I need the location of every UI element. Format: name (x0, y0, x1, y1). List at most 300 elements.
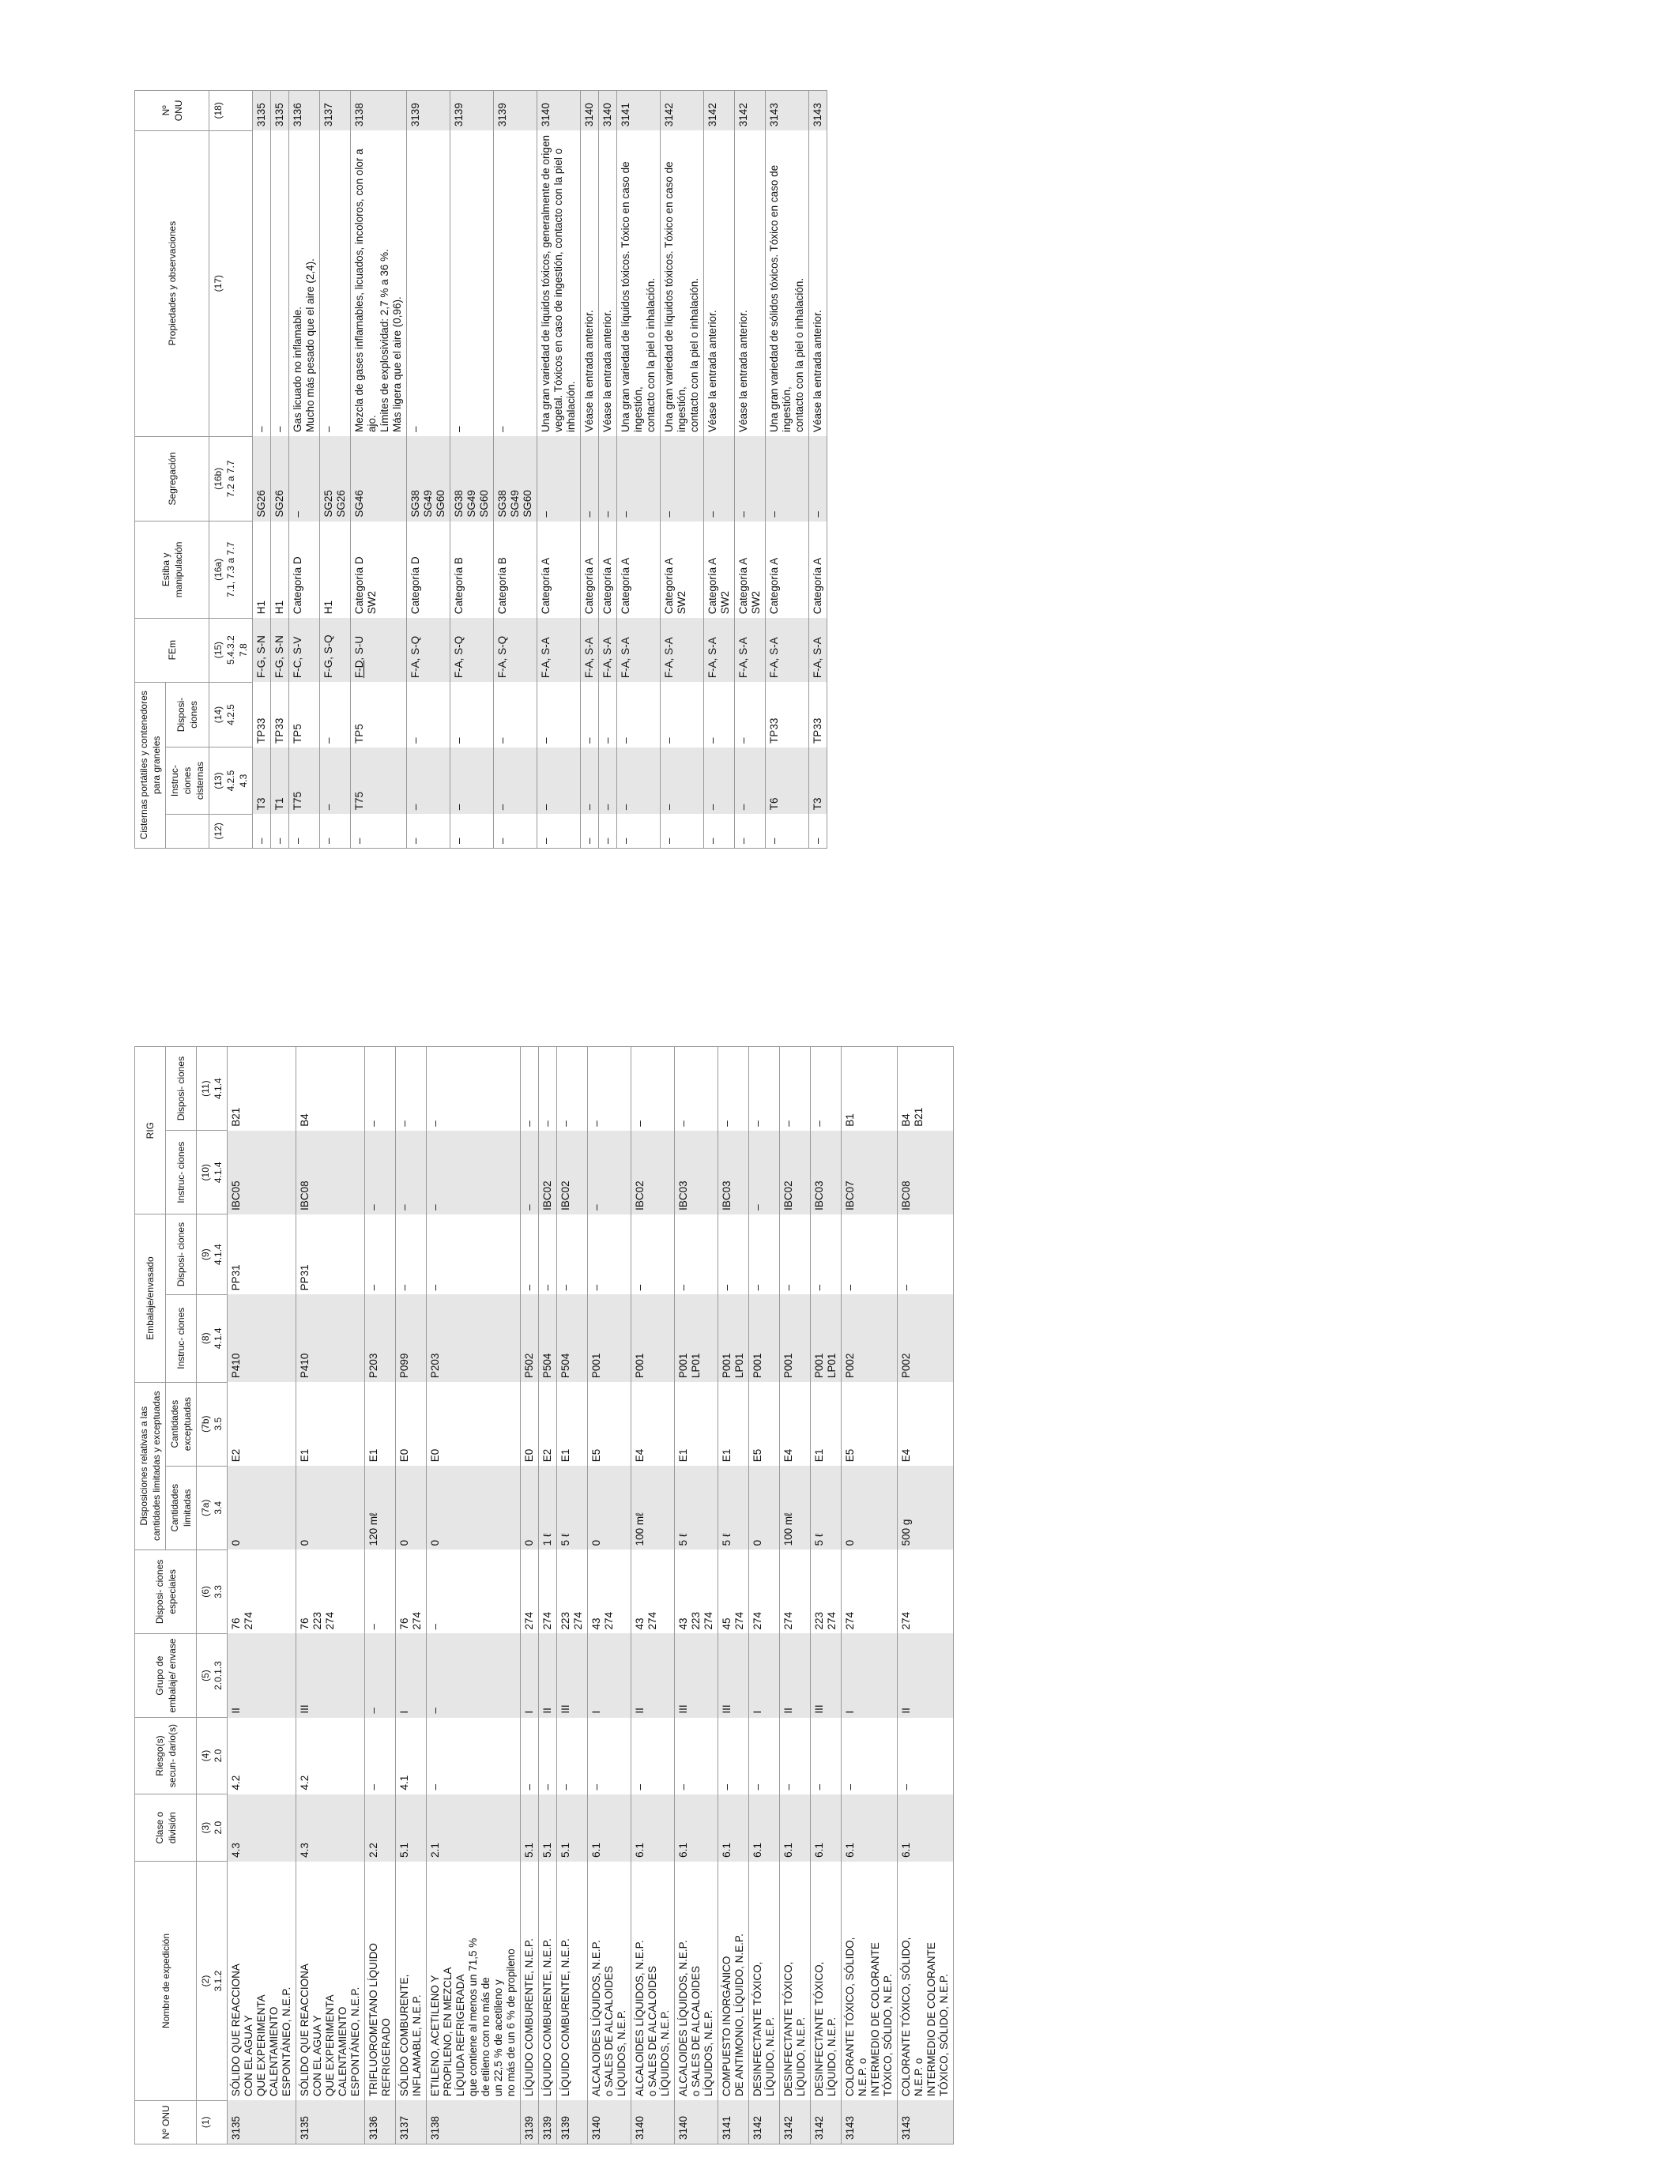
cell-packing-provision: – (675, 1214, 718, 1295)
cell-tank-provision: – (617, 682, 661, 747)
cell-limited-quantity: 5 ℓ (557, 1466, 588, 1550)
cell-stowage: Categoría A (766, 522, 809, 619)
header-properties: Propiedades y observaciones (135, 130, 209, 436)
cell-packing-group: I (521, 1633, 539, 1717)
cell-ibc-instruction: IBC02 (631, 1131, 675, 1214)
cell-segregation: SG26 (271, 436, 289, 522)
cell-un-number: 3140 (631, 2100, 675, 2144)
cell-ems: F-A, S-Q (407, 618, 450, 682)
cell-ems: F-A, S-A (537, 618, 581, 682)
cell-subsidiary-risk: – (588, 1718, 631, 1794)
cell-ibc-instruction: IBC02 (539, 1131, 557, 1214)
table-row (766, 91, 809, 849)
cell-un-number: 3140 (581, 91, 599, 131)
cell-properties: – (407, 130, 450, 436)
table-row (253, 91, 271, 849)
cell-tank-instruction: – (494, 747, 537, 814)
header-ibc-provisions: Disposi- ciones (166, 1047, 197, 1131)
table-row (735, 91, 766, 849)
cell-ibc-instruction: IBC05 (228, 1131, 296, 1214)
cell-excepted-quantity: E0 (521, 1382, 539, 1466)
cell-subsidiary-risk: 4.1 (396, 1718, 427, 1794)
cell-class: 6.1 (811, 1794, 842, 1862)
cell-properties: – (253, 130, 271, 436)
cell-segregation: – (599, 436, 617, 522)
cell-un-number: 3135 (228, 2100, 296, 2144)
cell-shipping-name: LÍQUIDO COMBURENTE, N.E.P. (557, 1862, 588, 2100)
table-row (898, 1047, 954, 2144)
cell-un-number: 3140 (537, 91, 581, 131)
header-ems: FEm (135, 618, 209, 682)
cell-properties: Una gran variedad de líquidos tóxicos. Tóxico en caso de ingestión, contacto con la piel o inhalación. (617, 130, 661, 436)
cell-packing-provision: – (631, 1214, 675, 1295)
column-number: (7a) 3.4 (197, 1466, 228, 1550)
cell-limited-quantity: 0 (842, 1466, 898, 1550)
cell-ibc-provision: – (675, 1047, 718, 1131)
cell-shipping-name: ETILENO, ACETILENO Y PROPILENO, EN MEZCLA LÍQUIDA REFRIGERADA que contiene al menos un 71,5 % de etileno con no más de un 22,5 % de acetileno y no más de un 6 % de propileno (427, 1862, 521, 2100)
cell-ibc-provision: B21 (228, 1047, 296, 1131)
cell-stowage: Categoría A (581, 522, 599, 619)
cell-tank-instruction: – (617, 747, 661, 814)
cell-un-number: 3139 (557, 2100, 588, 2144)
cell-packing-instruction: P002 (842, 1294, 898, 1382)
cell-ems: F-A, S-A (766, 618, 809, 682)
cell-limited-quantity: 0 (396, 1466, 427, 1550)
header-portable-tanks: Cisternas portátiles y contenedores para graneles (135, 682, 166, 848)
cell-ibc-provision: B4 (296, 1047, 365, 1131)
cell-tank-instruction: – (407, 747, 450, 814)
cell-ibc-provision: B1 (842, 1047, 898, 1131)
table-row (271, 91, 289, 849)
cell-tank-provision: – (599, 682, 617, 747)
cell-col12: – (617, 814, 661, 848)
cell-subsidiary-risk: – (811, 1718, 842, 1794)
cell-un-number: 3142 (735, 91, 766, 131)
cell-ibc-provision: – (811, 1047, 842, 1131)
cell-subsidiary-risk: – (780, 1718, 811, 1794)
cell-properties: Véase la entrada anterior. (809, 130, 827, 436)
cell-properties: Mezcla de gases inflamables, licuados, incoloros, con olor a ajo. Límites de explosividad: 2,7 % a 36 %. Más ligera que el aire (0,96). (351, 130, 407, 436)
cell-ibc-provision: – (749, 1047, 780, 1131)
cell-ibc-provision: – (396, 1047, 427, 1131)
header-pack-instructions: Instruc- ciones (166, 1294, 197, 1382)
cell-excepted-quantity: E4 (780, 1382, 811, 1466)
cell-stowage: Categoría D SW2 (351, 522, 407, 619)
cell-packing-provision: – (521, 1214, 539, 1295)
cell-segregation: – (581, 436, 599, 522)
cell-tank-provision: – (494, 682, 537, 747)
cell-packing-instruction: P001 (780, 1294, 811, 1382)
cell-ems: F-D, S-U (351, 618, 407, 682)
cell-col12: – (766, 814, 809, 848)
cell-subsidiary-risk: – (521, 1718, 539, 1794)
cell-shipping-name: DESINFECTANTE TÓXICO, LÍQUIDO, N.E.P. (749, 1862, 780, 2100)
header-limited-excepted: Disposiciones relativas a las cantidades limitadas y exceptuadas (135, 1382, 166, 1550)
cell-packing-provision: PP31 (228, 1214, 296, 1295)
cell-segregation: SG46 (351, 436, 407, 522)
cell-packing-group: III (718, 1633, 749, 1717)
cell-stowage: Categoría A (599, 522, 617, 619)
cell-shipping-name: COLORANTE TÓXICO, SÓLIDO, N.E.P. o INTERMEDIO DE COLORANTE TÓXICO, SÓLIDO, N.E.P. (842, 1862, 898, 2100)
cell-ems: F-A, S-A (661, 618, 704, 682)
cell-un-number: 3142 (704, 91, 735, 131)
cell-tank-instruction: T3 (809, 747, 827, 814)
cell-col12: – (537, 814, 581, 848)
header-packing-group: Grupo de embalaje/ envase (135, 1633, 197, 1717)
cell-properties: Véase la entrada anterior. (599, 130, 617, 436)
cell-subsidiary-risk: – (675, 1718, 718, 1794)
cell-subsidiary-risk: – (365, 1718, 396, 1794)
cell-special-provisions: 43 274 (631, 1550, 675, 1633)
cell-packing-instruction: P203 (427, 1294, 521, 1382)
cell-limited-quantity: 5 ℓ (718, 1466, 749, 1550)
cell-un-number: 3138 (427, 2100, 521, 2144)
cell-ibc-instruction: – (588, 1131, 631, 1214)
column-number: (4) 2.0 (197, 1718, 228, 1794)
cell-stowage: H1 (320, 522, 351, 619)
column-number: (17) (209, 130, 253, 436)
cell-tank-instruction: T6 (766, 747, 809, 814)
cell-segregation: – (617, 436, 661, 522)
cell-ems: F-G, S-N (253, 618, 271, 682)
column-number: (14) 4.2.5 (209, 682, 253, 747)
cell-excepted-quantity: E1 (365, 1382, 396, 1466)
cell-properties: – (320, 130, 351, 436)
cell-packing-group: I (588, 1633, 631, 1717)
cell-limited-quantity: 0 (427, 1466, 521, 1550)
table-row (661, 91, 704, 849)
cell-class: 6.1 (898, 1794, 954, 1862)
table-row (351, 91, 407, 849)
cell-tank-instruction: T75 (351, 747, 407, 814)
cell-class: 5.1 (521, 1794, 539, 1862)
cell-special-provisions: 274 (780, 1550, 811, 1633)
cell-packing-instruction: P001 LP01 (675, 1294, 718, 1382)
cell-properties: Gas licuado no inflamable. Mucho más pesado que el aire (2,4). (289, 130, 320, 436)
cell-tank-provision: – (735, 682, 766, 747)
cell-packing-provision: – (749, 1214, 780, 1295)
cell-special-provisions: 274 (842, 1550, 898, 1633)
cell-shipping-name: SÓLIDO COMBURENTE, INFLAMABLE, N.E.P. (396, 1862, 427, 2100)
cell-excepted-quantity: E1 (675, 1382, 718, 1466)
cell-shipping-name: TRIFLUOROMETANO LÍQUIDO REFRIGERADO (365, 1862, 396, 2100)
cell-class: 6.1 (749, 1794, 780, 1862)
cell-limited-quantity: 100 mℓ (631, 1466, 675, 1550)
cell-col12: – (289, 814, 320, 848)
column-number: (6) 3.3 (197, 1550, 228, 1633)
cell-special-provisions: 76 274 (228, 1550, 296, 1633)
header-excepted: Cantidades exceptuadas (166, 1382, 197, 1466)
column-number: (8) 4.1.4 (197, 1294, 228, 1382)
cell-special-provisions: 76 274 (396, 1550, 427, 1633)
cell-packing-instruction: P502 (521, 1294, 539, 1382)
header-packaging: Embalaje/envasado (135, 1214, 166, 1382)
cell-un-number: 3135 (253, 91, 271, 131)
header-tank-instructions: Instruc- ciones cisternas (166, 747, 209, 814)
cell-packing-provision: – (557, 1214, 588, 1295)
cell-limited-quantity: 0 (588, 1466, 631, 1550)
cell-special-provisions: 274 (749, 1550, 780, 1633)
cell-col12: – (271, 814, 289, 848)
cell-segregation: – (704, 436, 735, 522)
cell-un-number: 3142 (811, 2100, 842, 2144)
cell-tank-provision: – (661, 682, 704, 747)
cell-subsidiary-risk: – (718, 1718, 749, 1794)
cell-special-provisions: – (427, 1550, 521, 1633)
cell-excepted-quantity: E4 (631, 1382, 675, 1466)
cell-shipping-name: COMPUESTO INORGÁNICO DE ANTIMONIO, LÍQUIDO, N.E.P. (718, 1862, 749, 2100)
header-subrisk: Riesgo(s) secun- dario(s) (135, 1718, 197, 1794)
header-pack-provisions: Disposi- ciones (166, 1214, 197, 1295)
cell-stowage: Categoría A (809, 522, 827, 619)
cell-excepted-quantity: E5 (588, 1382, 631, 1466)
cell-un-number: 3140 (675, 2100, 718, 2144)
cell-tank-provision: – (407, 682, 450, 747)
cell-ibc-instruction: – (365, 1131, 396, 1214)
cell-packing-group: III (296, 1633, 365, 1717)
header-name: Nombre de expedición (135, 1862, 197, 2100)
cell-properties: – (450, 130, 494, 436)
cell-ems: F-A, S-A (704, 618, 735, 682)
cell-ibc-provision: – (365, 1047, 396, 1131)
cell-col12: – (320, 814, 351, 848)
cell-ibc-instruction: IBC03 (675, 1131, 718, 1214)
cell-packing-instruction: P001 LP01 (811, 1294, 842, 1382)
cell-un-number: 3143 (898, 2100, 954, 2144)
cell-shipping-name: LÍQUIDO COMBURENTE, N.E.P. (521, 1862, 539, 2100)
cell-packing-provision: – (427, 1214, 521, 1295)
cell-un-number: 3142 (661, 91, 704, 131)
cell-un-number: 3139 (521, 2100, 539, 2144)
table-row (588, 1047, 631, 2144)
cell-class: 4.3 (296, 1794, 365, 1862)
cell-properties: – (271, 130, 289, 436)
table-row (842, 1047, 898, 2144)
header-row (135, 91, 166, 849)
cell-packing-instruction: P001 (588, 1294, 631, 1382)
cell-stowage: Categoría D (289, 522, 320, 619)
cell-packing-provision: – (842, 1214, 898, 1295)
header-row (135, 1047, 166, 2144)
table-row (704, 91, 735, 849)
cell-un-number: 3143 (809, 91, 827, 131)
cell-packing-provision: – (365, 1214, 396, 1295)
cell-excepted-quantity: E1 (296, 1382, 365, 1466)
cell-segregation: – (809, 436, 827, 522)
cell-packing-provision: – (780, 1214, 811, 1295)
cell-shipping-name: DESINFECTANTE TÓXICO, LÍQUIDO, N.E.P. (780, 1862, 811, 2100)
table-row (749, 1047, 780, 2144)
cell-class: 6.1 (631, 1794, 675, 1862)
cell-excepted-quantity: E5 (842, 1382, 898, 1466)
cell-tank-instruction: – (661, 747, 704, 814)
cell-un-number: 3138 (351, 91, 407, 131)
cell-limited-quantity: 1 ℓ (539, 1466, 557, 1550)
cell-shipping-name: ALCALOIDES LÍQUIDOS, N.E.P. o SALES DE ALCALOIDES LÍQUIDOS, N.E.P. (631, 1862, 675, 2100)
cell-col12: – (809, 814, 827, 848)
cell-packing-group: I (842, 1633, 898, 1717)
cell-packing-provision: – (588, 1214, 631, 1295)
cell-packing-instruction: P410 (228, 1294, 296, 1382)
cell-excepted-quantity: E2 (228, 1382, 296, 1466)
cell-ibc-instruction: IBC03 (811, 1131, 842, 1214)
cell-excepted-quantity: E0 (427, 1382, 521, 1466)
cell-ems: F-A, S-Q (450, 618, 494, 682)
rotated-page (134, 90, 1438, 2144)
table-row (780, 1047, 811, 2144)
cell-ibc-instruction: – (749, 1131, 780, 1214)
cell-col12: – (407, 814, 450, 848)
cell-limited-quantity: 0 (296, 1466, 365, 1550)
cell-ibc-provision: – (557, 1047, 588, 1131)
cell-segregation: SG38 SG49 SG60 (450, 436, 494, 522)
cell-packing-provision: – (539, 1214, 557, 1295)
cell-limited-quantity: 100 mℓ (780, 1466, 811, 1550)
cell-col12: – (253, 814, 271, 848)
cell-stowage: H1 (253, 522, 271, 619)
cell-properties: Una gran variedad de sólidos tóxicos. Tóxico en caso de ingestión, contacto con la piel o inhalación. (766, 130, 809, 436)
column-number: (10) 4.1.4 (197, 1131, 228, 1214)
cell-class: 2.1 (427, 1794, 521, 1862)
table-row (228, 1047, 296, 2144)
cell-col12: – (704, 814, 735, 848)
cell-class: 2.2 (365, 1794, 396, 1862)
cell-tank-provision: – (704, 682, 735, 747)
cell-excepted-quantity: E1 (718, 1382, 749, 1466)
cell-shipping-name: ALCALOIDES LÍQUIDOS, N.E.P. o SALES DE ALCALOIDES LÍQUIDOS, N.E.P. (588, 1862, 631, 2100)
cell-col12: – (661, 814, 704, 848)
cell-col12: – (450, 814, 494, 848)
table-row (675, 1047, 718, 2144)
cell-ems: F-G, S-Q (320, 618, 351, 682)
table-row (581, 91, 599, 849)
cell-un-number: 3139 (450, 91, 494, 131)
cell-subsidiary-risk: – (631, 1718, 675, 1794)
header-ibc-instructions: Instruc- ciones (166, 1131, 197, 1214)
cell-stowage: Categoría A (617, 522, 661, 619)
cell-packing-group: II (631, 1633, 675, 1717)
cell-packing-group: I (749, 1633, 780, 1717)
cell-excepted-quantity: E2 (539, 1382, 557, 1466)
cell-packing-group: II (780, 1633, 811, 1717)
header-un: Nº ONU (135, 2100, 197, 2144)
cell-class: 6.1 (718, 1794, 749, 1862)
cell-un-number: 3142 (780, 2100, 811, 2144)
cell-ems: F-A, S-Q (494, 618, 537, 682)
cell-special-provisions: 43 223 274 (675, 1550, 718, 1633)
cell-ibc-instruction: IBC08 (296, 1131, 365, 1214)
cell-packing-group: – (427, 1633, 521, 1717)
cell-limited-quantity: 0 (228, 1466, 296, 1550)
cell-tank-provision: – (320, 682, 351, 747)
cell-limited-quantity: 5 ℓ (811, 1466, 842, 1550)
cell-un-number: 3140 (599, 91, 617, 131)
cell-un-number: 3143 (766, 91, 809, 131)
cell-ems: F-A, S-A (617, 618, 661, 682)
cell-stowage: Categoría B (494, 522, 537, 619)
table-row (289, 91, 320, 849)
cell-properties: Véase la entrada anterior. (581, 130, 599, 436)
cell-properties: Una gran variedad de líquidos tóxicos, generalmente de origen vegetal. Tóxicos en caso de ingestión, contacto con la piel o inhalación. (537, 130, 581, 436)
left-table-body (228, 1047, 954, 2144)
cell-packing-group: III (675, 1633, 718, 1717)
column-number: (1) (197, 2100, 228, 2144)
dangerous-goods-list-left (134, 1046, 954, 2144)
column-number-row (197, 1047, 228, 2144)
cell-subsidiary-risk: – (898, 1718, 954, 1794)
cell-packing-provision: PP31 (296, 1214, 365, 1295)
cell-ems: F-G, S-N (271, 618, 289, 682)
cell-ibc-instruction: IBC07 (842, 1131, 898, 1214)
cell-packing-group: I (396, 1633, 427, 1717)
cell-un-number: 3139 (494, 91, 537, 131)
cell-excepted-quantity: E4 (898, 1382, 954, 1466)
table-row (296, 1047, 365, 2144)
column-number: (2) 3.1.2 (197, 1862, 228, 2100)
table-row (539, 1047, 557, 2144)
cell-stowage: Categoría A SW2 (704, 522, 735, 619)
cell-subsidiary-risk: – (842, 1718, 898, 1794)
column-number-row (209, 91, 253, 849)
cell-class: 5.1 (539, 1794, 557, 1862)
cell-tank-provision: – (450, 682, 494, 747)
column-number: (5) 2.0.1.3 (197, 1633, 228, 1717)
header-class: Clase o división (135, 1794, 197, 1862)
cell-col12: – (494, 814, 537, 848)
cell-stowage: Categoría D (407, 522, 450, 619)
table-row (599, 91, 617, 849)
cell-un-number: 3141 (718, 2100, 749, 2144)
cell-shipping-name: SÓLIDO QUE REACCIONA CON EL AGUA Y QUE EXPERIMENTA CALENTAMIENTO ESPONTÁNEO, N.E.P. (228, 1862, 296, 2100)
table-row (809, 91, 827, 849)
column-number: (9) 4.1.4 (197, 1214, 228, 1295)
cell-shipping-name: DESINFECTANTE TÓXICO, LÍQUIDO, N.E.P. (811, 1862, 842, 2100)
table-row (617, 91, 661, 849)
cell-shipping-name: LÍQUIDO COMBURENTE, N.E.P. (539, 1862, 557, 2100)
table-row (320, 91, 351, 849)
column-number: (18) (209, 91, 253, 131)
cell-ibc-provision: B4 B21 (898, 1047, 954, 1131)
cell-ibc-provision: – (780, 1047, 811, 1131)
cell-segregation: – (289, 436, 320, 522)
cell-ems: F-A, S-A (581, 618, 599, 682)
cell-stowage: H1 (271, 522, 289, 619)
cell-shipping-name: SÓLIDO QUE REACCIONA CON EL AGUA Y QUE EXPERIMENTA CALENTAMIENTO ESPONTÁNEO, N.E.P. (296, 1862, 365, 2100)
cell-packing-instruction: P001 (749, 1294, 780, 1382)
cell-tank-instruction: – (599, 747, 617, 814)
cell-subsidiary-risk: – (539, 1718, 557, 1794)
table-row (811, 1047, 842, 2144)
cell-special-provisions: 45 274 (718, 1550, 749, 1633)
cell-ibc-instruction: IBC02 (780, 1131, 811, 1214)
cell-shipping-name: COLORANTE TÓXICO, SÓLIDO, N.E.P. o INTERMEDIO DE COLORANTE TÓXICO, SÓLIDO, N.E.P. (898, 1862, 954, 2100)
cell-tank-provision: – (581, 682, 599, 747)
cell-un-number: 3136 (365, 2100, 396, 2144)
cell-special-provisions: 76 223 274 (296, 1550, 365, 1633)
cell-special-provisions: 274 (898, 1550, 954, 1633)
cell-ibc-instruction: – (427, 1131, 521, 1214)
cell-tank-provision: TP5 (351, 682, 407, 747)
table-row (427, 1047, 521, 2144)
cell-col12: – (735, 814, 766, 848)
cell-packing-instruction: P002 (898, 1294, 954, 1382)
table-row (537, 91, 581, 849)
cell-tank-instruction: – (537, 747, 581, 814)
cell-tank-instruction: – (704, 747, 735, 814)
column-number: (11) 4.1.4 (197, 1047, 228, 1131)
column-number: (12) (209, 814, 253, 848)
cell-shipping-name: ALCALOIDES LÍQUIDOS, N.E.P. o SALES DE ALCALOIDES LÍQUIDOS, N.E.P. (675, 1862, 718, 2100)
